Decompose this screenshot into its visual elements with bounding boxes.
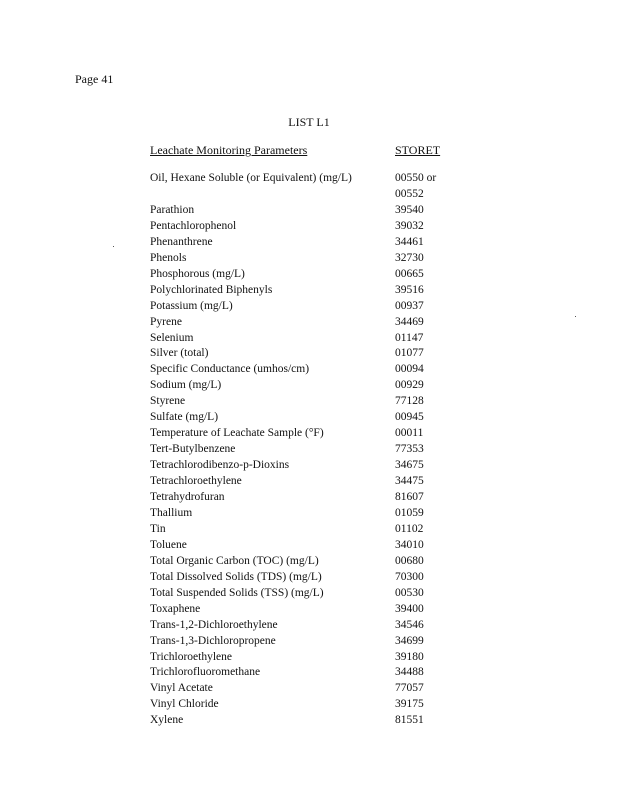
parameter-name: Tert-Butylbenzene bbox=[150, 443, 236, 456]
table-row bbox=[0, 316, 618, 332]
parameter-name: Silver (total) bbox=[150, 347, 209, 360]
table-row bbox=[0, 666, 618, 682]
storet-code: 39175 bbox=[395, 698, 424, 711]
storet-code: 39032 bbox=[395, 219, 424, 232]
storet-code: 00665 bbox=[395, 267, 424, 280]
parameter-name: Tetrachlorodibenzo-p-Dioxins bbox=[150, 459, 290, 472]
scan-speck bbox=[113, 246, 114, 247]
storet-code: 00530 bbox=[395, 586, 424, 599]
table-row bbox=[0, 491, 618, 507]
table-row bbox=[0, 172, 618, 200]
storet-code: 01077 bbox=[395, 347, 424, 360]
table-row bbox=[0, 411, 618, 427]
storet-code: 34699 bbox=[395, 634, 424, 647]
parameter-name: Total Organic Carbon (TOC) (mg/L) bbox=[150, 554, 319, 567]
table-row bbox=[0, 682, 618, 698]
table-row bbox=[0, 507, 618, 523]
parameter-name: Xylene bbox=[150, 714, 184, 727]
table-row bbox=[0, 635, 618, 651]
storet-code: 32730 bbox=[395, 251, 424, 264]
storet-code: 00937 bbox=[395, 299, 424, 312]
parameter-name: Tetrachloroethylene bbox=[150, 475, 242, 488]
parameter-name: Toxaphene bbox=[150, 602, 201, 615]
table-row bbox=[0, 252, 618, 268]
storet-code: 00680 bbox=[395, 554, 424, 567]
parameter-name: Parathion bbox=[150, 203, 195, 216]
parameter-name: Total Dissolved Solids (TDS) (mg/L) bbox=[150, 570, 322, 583]
table-row bbox=[0, 427, 618, 443]
storet-code: 34461 bbox=[395, 235, 424, 248]
parameter-name: Phosphorous (mg/L) bbox=[150, 267, 245, 280]
parameter-name: Phenols bbox=[150, 251, 187, 264]
parameter-name: Trans-1,3-Dichloropropene bbox=[150, 634, 276, 647]
storet-code: 39540 bbox=[395, 203, 424, 216]
parameter-name: Trichlorofluoromethane bbox=[150, 666, 261, 679]
storet-code: 39180 bbox=[395, 650, 424, 663]
parameter-name: Pentachlorophenol bbox=[150, 219, 237, 232]
parameter-name: Tetrahydrofuran bbox=[150, 491, 225, 503]
parameter-name: Trichloroethylene bbox=[150, 650, 232, 663]
storet-code: 77057 bbox=[395, 682, 424, 695]
storet-code: 34010 bbox=[395, 538, 424, 551]
table-row bbox=[0, 220, 618, 236]
storet-code: 00011 bbox=[395, 427, 424, 440]
table-row bbox=[0, 363, 618, 379]
column-header-parameters: Leachate Monitoring Parameters bbox=[150, 143, 308, 157]
parameter-name: Tin bbox=[150, 522, 166, 535]
column-header-storet: STORET bbox=[395, 143, 441, 157]
table-row bbox=[0, 347, 618, 363]
storet-code: 34546 bbox=[395, 618, 424, 631]
parameter-name: Thallium bbox=[150, 506, 193, 519]
parameter-name: Specific Conductance (umhos/cm) bbox=[150, 363, 310, 376]
storet-code: 34675 bbox=[395, 459, 424, 472]
table-row bbox=[0, 619, 618, 635]
parameter-name: Potassium (mg/L) bbox=[150, 299, 233, 312]
table-row bbox=[0, 571, 618, 587]
list-title: LIST L1 bbox=[288, 115, 330, 129]
storet-code: 00929 bbox=[395, 379, 424, 392]
storet-code: 01147 bbox=[395, 331, 424, 344]
parameter-name: Trans-1,2-Dichloroethylene bbox=[150, 618, 278, 631]
storet-code: 39400 bbox=[395, 602, 424, 615]
table-row bbox=[0, 204, 618, 220]
parameter-name: Polychlorinated Biphenyls bbox=[150, 283, 273, 296]
table-row bbox=[0, 284, 618, 300]
table-row bbox=[0, 268, 618, 284]
storet-code-alt: 00552 bbox=[395, 188, 424, 200]
table-row bbox=[0, 395, 618, 411]
parameter-name: Pyrene bbox=[150, 315, 182, 328]
storet-code: 34475 bbox=[395, 475, 424, 488]
storet-code: 77128 bbox=[395, 395, 424, 408]
table-row bbox=[0, 587, 618, 603]
storet-code: 81551 bbox=[395, 714, 424, 727]
table-row bbox=[0, 443, 618, 459]
table-row bbox=[0, 459, 618, 475]
table-row bbox=[0, 475, 618, 491]
parameter-name: Oil, Hexane Soluble (or Equivalent) (mg/L) bbox=[150, 172, 352, 184]
storet-code: 81607 bbox=[395, 491, 424, 503]
parameter-name: Sulfate (mg/L) bbox=[150, 411, 219, 424]
parameter-name: Temperature of Leachate Sample (°F) bbox=[150, 427, 324, 440]
table-row bbox=[0, 698, 618, 714]
storet-code: 34469 bbox=[395, 315, 424, 328]
storet-code: 70300 bbox=[395, 570, 424, 583]
parameter-name: Styrene bbox=[150, 395, 186, 408]
table-row bbox=[0, 379, 618, 395]
parameter-name: Vinyl Chloride bbox=[150, 698, 219, 711]
table-row bbox=[0, 332, 618, 348]
storet-code: 39516 bbox=[395, 283, 424, 296]
parameter-name: Toluene bbox=[150, 538, 187, 551]
parameter-name: Vinyl Acetate bbox=[150, 682, 213, 695]
table-row bbox=[0, 603, 618, 619]
storet-code: 01102 bbox=[395, 522, 424, 535]
parameter-name: Total Suspended Solids (TSS) (mg/L) bbox=[150, 586, 324, 599]
storet-code: 00945 bbox=[395, 411, 424, 424]
page-number: Page 41 bbox=[75, 72, 114, 86]
storet-code: 34488 bbox=[395, 666, 424, 679]
table-row bbox=[0, 651, 618, 667]
scan-speck bbox=[575, 316, 576, 317]
parameter-name: Phenanthrene bbox=[150, 235, 213, 248]
parameter-name: Sodium (mg/L) bbox=[150, 379, 222, 392]
storet-code: 00094 bbox=[395, 363, 424, 376]
parameter-name: Selenium bbox=[150, 331, 194, 344]
table-row bbox=[0, 236, 618, 252]
table-row bbox=[0, 300, 618, 316]
table-row bbox=[0, 523, 618, 539]
storet-code: 01059 bbox=[395, 506, 424, 519]
table-row bbox=[0, 714, 618, 730]
table-row bbox=[0, 555, 618, 571]
storet-code: 77353 bbox=[395, 443, 424, 456]
storet-code: 00550 or bbox=[395, 172, 437, 184]
table-row bbox=[0, 539, 618, 555]
